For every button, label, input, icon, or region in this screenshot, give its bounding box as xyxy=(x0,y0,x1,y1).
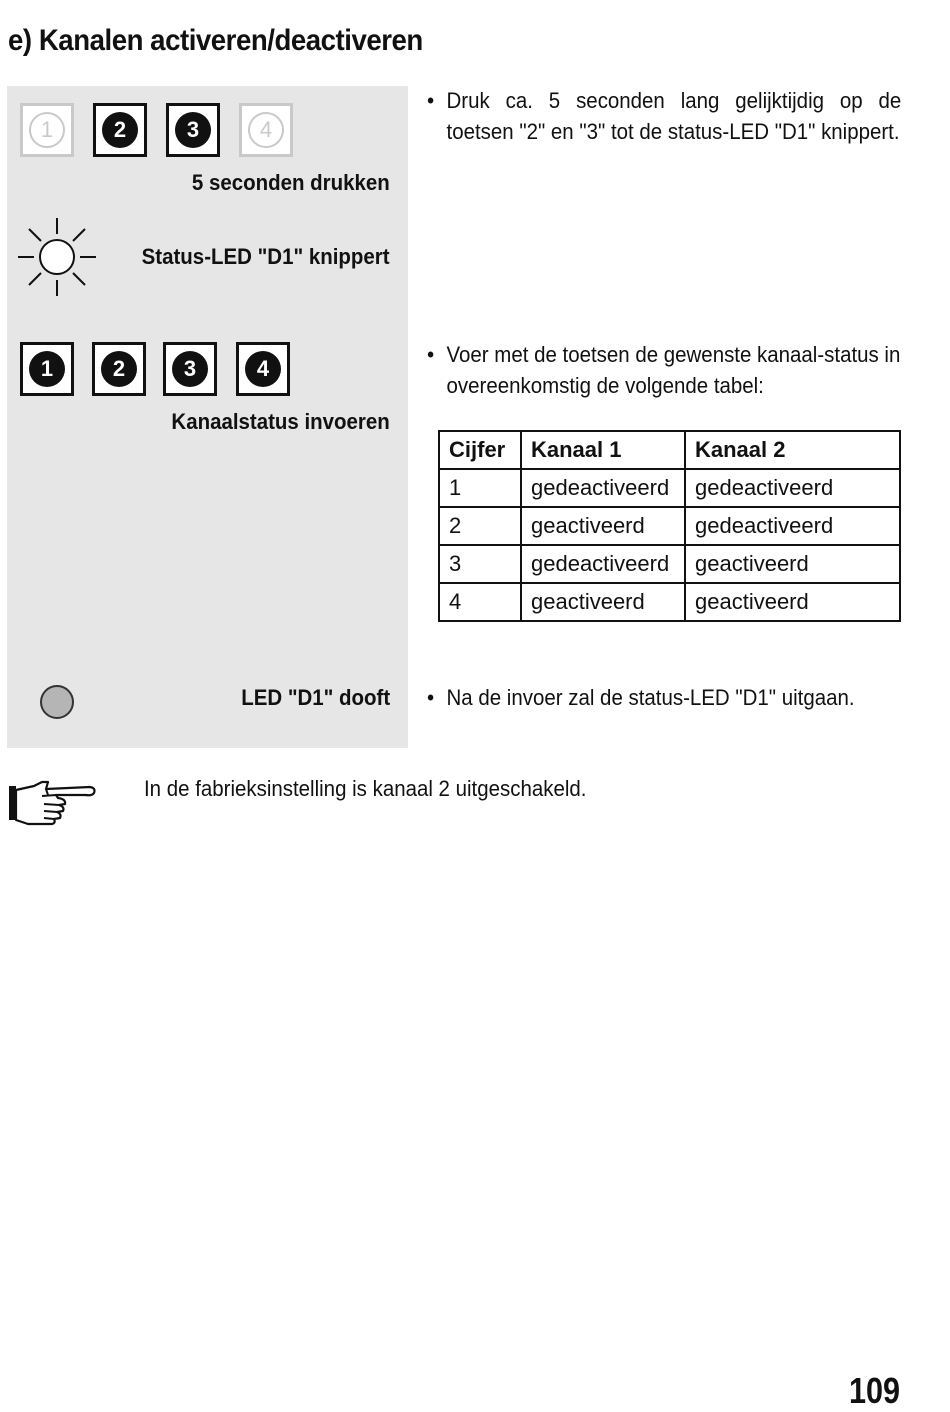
page-number: 109 xyxy=(848,1370,900,1411)
table-header-row xyxy=(439,431,900,469)
bullet-text: Voer met de toetsen de gewenste kanaal-status in overeenkomstig de volgende tabel: xyxy=(446,342,901,398)
channel-status-table xyxy=(438,430,901,622)
table-cell: 3 xyxy=(439,545,521,583)
key-label: 3 xyxy=(175,112,211,148)
pointing-hand-icon xyxy=(8,778,98,828)
table-cell: 2 xyxy=(439,507,521,545)
key-label: 4 xyxy=(248,112,284,148)
table-header: Kanaal 1 xyxy=(521,431,685,469)
step-caption: Status-LED "D1" knippert xyxy=(142,244,390,269)
page-title: e) Kanalen activeren/deactiveren xyxy=(8,24,423,57)
table-cell: gedeactiveerd xyxy=(521,469,685,507)
table-cell: 4 xyxy=(439,583,521,621)
key-label: 1 xyxy=(29,112,65,148)
key-4 xyxy=(239,103,293,157)
table-cell: geactiveerd xyxy=(521,583,685,621)
instruction-bullet xyxy=(427,339,901,401)
key-label: 3 xyxy=(172,351,208,387)
table-row xyxy=(439,583,900,621)
key-label: 2 xyxy=(101,351,137,387)
table-row xyxy=(439,545,900,583)
table-cell: 1 xyxy=(439,469,521,507)
step-caption: 5 seconden drukken xyxy=(192,170,390,195)
key-3 xyxy=(166,103,220,157)
key-2 xyxy=(92,342,146,396)
bullet-symbol: • xyxy=(427,685,435,710)
led-off-icon xyxy=(40,685,74,719)
key-3 xyxy=(163,342,217,396)
key-label: 2 xyxy=(102,112,138,148)
step-caption: LED "D1" dooft xyxy=(241,685,390,710)
bullet-text: Druk ca. 5 seconden lang gelijktijdig op de toetsen "2" en "3" tot de status-LED "D1" knippert. xyxy=(446,88,902,144)
blinking-led-icon xyxy=(16,216,98,298)
table-cell: geactiveerd xyxy=(521,507,685,545)
bullet-text: Na de invoer zal de status-LED "D1" uitgaan. xyxy=(446,685,855,710)
table-cell: gedeactiveerd xyxy=(521,545,685,583)
key-4 xyxy=(236,342,290,396)
table-header: Cijfer xyxy=(439,431,521,469)
table-row xyxy=(439,469,900,507)
table-cell: geactiveerd xyxy=(685,583,900,621)
table-cell: gedeactiveerd xyxy=(685,469,900,507)
table-cell: gedeactiveerd xyxy=(685,507,900,545)
note-text: In de fabrieksinstelling is kanaal 2 uitgeschakeld. xyxy=(144,776,587,801)
bullet-symbol: • xyxy=(427,342,435,367)
key-1 xyxy=(20,103,74,157)
instruction-bullet xyxy=(427,682,911,713)
table-row xyxy=(439,507,900,545)
step-caption: Kanaalstatus invoeren xyxy=(171,409,390,434)
key-label: 1 xyxy=(29,351,65,387)
table-header: Kanaal 2 xyxy=(685,431,900,469)
key-1 xyxy=(20,342,74,396)
key-label: 4 xyxy=(245,351,281,387)
bullet-symbol: • xyxy=(427,88,435,113)
key-2 xyxy=(93,103,147,157)
instruction-bullet xyxy=(427,85,901,147)
table-cell: geactiveerd xyxy=(685,545,900,583)
